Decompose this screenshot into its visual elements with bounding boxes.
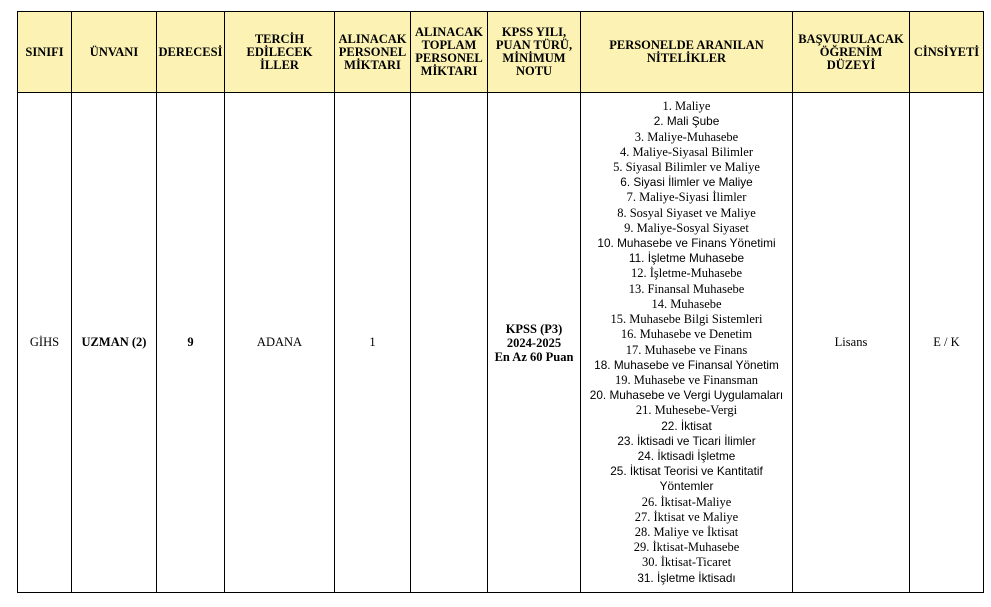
cell-ogrenim-duzeyi: Lisans <box>793 93 910 593</box>
qualification-item: 3. Maliye-Muhasebe <box>634 129 739 144</box>
qualification-item: 11. İşletme Muhasebe <box>628 251 745 266</box>
qualification-item: 16. Muhasebe ve Denetim <box>620 327 753 342</box>
header-unvani: ÜNVANI <box>72 12 157 93</box>
header-ogrenim-duzeyi: BAŞVURULACAK ÖĞRENİM DÜZEYİ <box>793 12 910 93</box>
qualifications-list <box>581 99 792 586</box>
qualification-item: 10. Muhasebe ve Finans Yönetimi <box>597 236 776 251</box>
header-tercih-edilecek-iller: TERCİH EDİLECEK İLLER <box>225 12 335 93</box>
header-toplam-personel: ALINACAK TOPLAM PERSONEL MİKTARI <box>411 12 488 93</box>
qualification-item: 26. İktisat-Maliye <box>641 494 732 509</box>
qualification-item: 17. Muhasebe ve Finans <box>625 342 748 357</box>
header-cinsiyeti: CİNSİYETİ <box>910 12 984 93</box>
cell-kpss <box>488 93 581 593</box>
cell-tercih-iller: ADANA <box>225 93 335 593</box>
qualification-item: 23. İktisadi ve Ticari İlimler <box>617 433 756 448</box>
kpss-yili: 2024-2025 <box>506 335 562 350</box>
qualification-item: 12. İşletme-Muhasebe <box>630 266 743 281</box>
kpss-puan-turu: KPSS (P3) <box>505 321 563 336</box>
qualification-item: 8. Sosyal Siyaset ve Maliye <box>617 205 756 220</box>
qualification-item: 18. Muhasebe ve Finansal Yönetim <box>594 357 779 372</box>
cell-nitelikler <box>581 93 793 593</box>
qualification-item: 2. Mali Şube <box>653 114 720 129</box>
cell-derecesi: 9 <box>157 93 225 593</box>
qualification-item: 27. İktisat ve Maliye <box>634 509 739 524</box>
qualification-item: 15. Muhasebe Bilgi Sistemleri <box>610 312 763 327</box>
qualification-item: 31. İşletme İktisadı <box>637 570 736 585</box>
job-listing-table <box>17 11 984 593</box>
cell-alinacak-personel: 1 <box>335 93 411 593</box>
header-alinacak-personel: ALINACAK PERSONEL MİKTARI <box>335 12 411 93</box>
qualification-item: 9. Maliye-Sosyal Siyaset <box>624 220 749 235</box>
header-kpss: KPSS YILI, PUAN TÜRÜ, MİNİMUM NOTU <box>488 12 581 93</box>
cell-sinifi: GİHS <box>18 93 72 593</box>
cell-unvani: UZMAN (2) <box>72 93 157 593</box>
qualification-item: 5. Siyasal Bilimler ve Maliye <box>613 160 760 175</box>
qualification-item: 30. İktisat-Ticaret <box>641 555 732 570</box>
qualification-item: 29. İktisat-Muhasebe <box>633 540 740 555</box>
cell-toplam-personel <box>411 93 488 593</box>
header-row <box>18 12 984 93</box>
qualification-item: 21. Muhesebe-Vergi <box>635 403 738 418</box>
qualification-item: 14. Muhasebe <box>651 296 722 311</box>
table-row <box>18 93 984 593</box>
kpss-minimum-notu: En Az 60 Puan <box>494 349 574 364</box>
qualification-item: 1. Maliye <box>662 99 711 114</box>
cell-cinsiyeti: E / K <box>910 93 984 593</box>
qualification-item: 13. Finansal Muhasebe <box>628 281 745 296</box>
qualification-item: 25. İktisat Teorisi ve Kantitatif Yöntemler <box>610 464 763 494</box>
qualification-item: 6. Siyasi İlimler ve Maliye <box>620 175 753 190</box>
header-derecesi: DERECESİ <box>157 12 225 93</box>
qualification-item: 7. Maliye-Siyasi İlimler <box>626 190 747 205</box>
qualification-item: 4. Maliye-Siyasal Bilimler <box>620 144 753 159</box>
qualification-item: 24. İktisadi İşletme <box>637 448 736 463</box>
qualification-item: 28. Maliye ve İktisat <box>634 524 739 539</box>
header-sinifi: SINIFI <box>18 12 72 93</box>
header-nitelikler: PERSONELDE ARANILAN NİTELİKLER <box>581 12 793 93</box>
qualification-item: 22. İktisat <box>661 418 712 433</box>
qualification-item: 19. Muhasebe ve Finansman <box>614 372 759 387</box>
qualification-item: 20. Muhasebe ve Vergi Uygulamaları <box>589 388 784 403</box>
